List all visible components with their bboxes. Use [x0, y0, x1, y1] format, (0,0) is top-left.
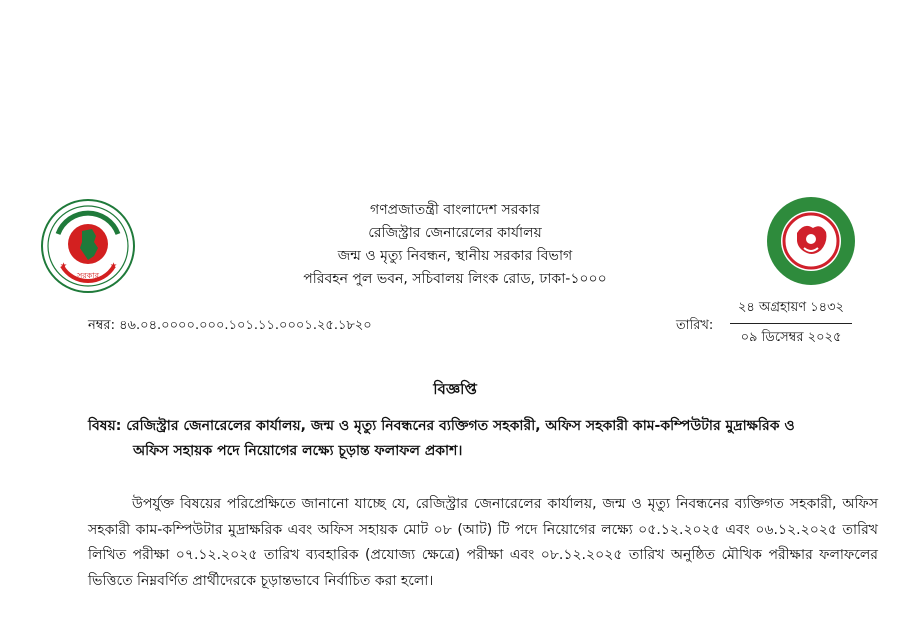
svg-text:★: ★	[110, 261, 118, 270]
notice-title: বিজ্ঞপ্তি	[433, 380, 477, 398]
blank-page-area	[0, 0, 910, 178]
header-line-government: গণপ্রজাতন্ত্রী বাংলাদেশ সরকার	[370, 202, 540, 218]
body-text	[88, 492, 878, 594]
subject-line-1: রেজিস্ট্রার জেনারেলের কার্যালয়, জন্ম ও মৃত্যু নিবন্ধনের ব্যক্তিগত সহকারী, অফিস সহকারী কাম-কম্পিউটার মুদ্রাক্ষরিক ও	[126, 418, 795, 434]
subject	[88, 414, 878, 464]
header-line-division: জন্ম ও মৃত্যু নিবন্ধন, স্থানীয় সরকার বিভাগ	[337, 248, 573, 264]
date-label: তারিখ:	[676, 318, 714, 333]
date-divider	[730, 323, 852, 324]
body-paragraph: উপর্যুক্ত বিষয়ের পরিপ্রেক্ষিতে জানানো যাচ্ছে যে, রেজিস্ট্রার জেনারেলের কার্যালয়, জন্ম ও মৃত্যু নিবন্ধনের ব্যক্তিগত সহকারী, অফিস সহকারী কাম-কম্পিউটার মুদ্রাক্ষরিক এবং অফিস সহায়ক মোট ০৮ (আট) টি পদে নিয়োগের লক্ষ্যে ০৫.১২.২০২৫ এবং ০৬.১২.২০২৫ তারিখ লিখিত পরীক্ষা ০৭.১২.২০২৫ তারিখ ব্যবহারিক (প্রযোজ্য ক্ষেত্রে) পরীক্ষা এবং ০৮.১২.২০২৫ তারিখ অনুষ্ঠিত মৌখিক পরীক্ষার ফলাফলের ভিত্তিতে নিম্নবর্ণিত প্রার্থীদেরকে চূড়ান্তভাবে নির্বাচিত করা হলো।	[88, 496, 878, 589]
memo-value: ৪৬.০৪.০০০০.০০০.১০১.১১.০০০১.২৫.১৮২০	[119, 318, 372, 333]
seal-bottom-text: সরকার	[76, 271, 100, 280]
svg-text:★: ★	[60, 261, 68, 270]
subject-label: বিষয়:	[88, 418, 122, 434]
header-line-address: পরিবহন পুল ভবন, সচিবালয় লিংক রোড, ঢাকা-১০০০	[303, 271, 607, 287]
date-bangla: ২৪ অগ্রহায়ণ ১৪৩২	[737, 300, 845, 315]
memo-number	[88, 316, 372, 337]
header-line-office: রেজিস্ট্রার জেনারেলের কার্যালয়	[368, 225, 542, 241]
subject-line-2: অফিস সহায়ক পদে নিয়োগের লক্ষ্যে চূড়ান্ত ফলাফল প্রকাশ।	[133, 443, 463, 459]
date-english: ০৯ ডিসেম্বর ২০২৫	[740, 330, 842, 345]
date-block	[726, 298, 856, 349]
memo-label: নম্বর:	[88, 318, 115, 333]
